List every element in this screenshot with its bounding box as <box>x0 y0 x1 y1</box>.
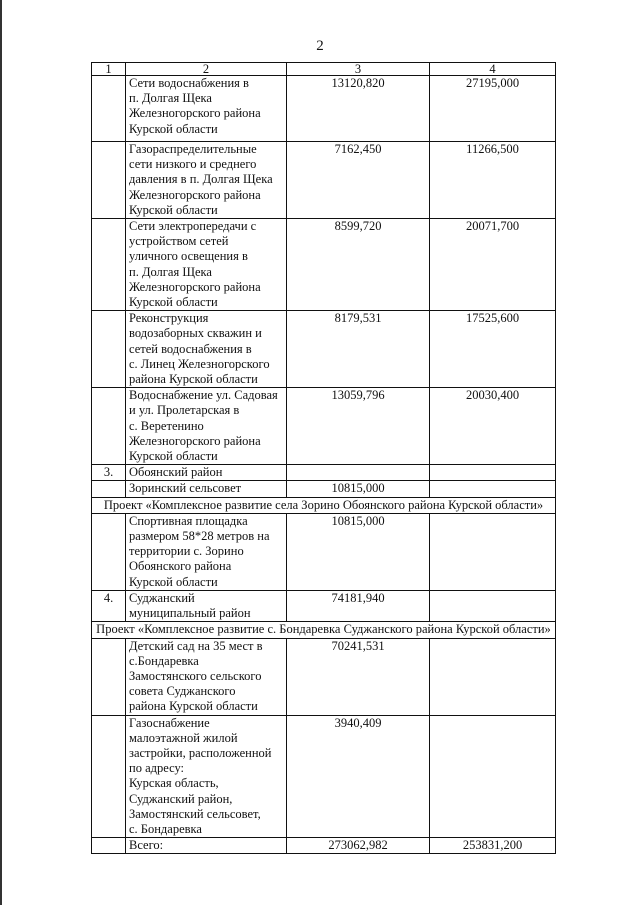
table-row <box>92 513 556 590</box>
row-number <box>92 219 126 311</box>
project-heading-row <box>92 622 556 638</box>
value-col3: 10815,000 <box>287 513 430 590</box>
value-col3: 10815,000 <box>287 481 430 497</box>
value-col4 <box>430 638 556 715</box>
row-number <box>92 838 126 854</box>
value-col3: 273062,982 <box>287 838 430 854</box>
value-col3: 3940,409 <box>287 715 430 838</box>
item-name: Сети электропередачи с устройством сетей уличного освещения в п. Долгая Щека Железногорского района Курской области <box>126 219 287 311</box>
table-row <box>92 638 556 715</box>
table-row <box>92 465 556 481</box>
row-number <box>92 76 126 142</box>
column-number: 4 <box>430 63 556 76</box>
item-name: Газораспределительные сети низкого и среднего давления в п. Долгая Щека Железногорского района Курской области <box>126 142 287 219</box>
value-col4 <box>430 715 556 838</box>
table-row <box>92 219 556 311</box>
item-name: Реконструкция водозаборных скважин и сетей водоснабжения в с. Линец Железногорского района Курской области <box>126 311 287 388</box>
table-row <box>92 76 556 142</box>
item-name: Водоснабжение ул. Садовая и ул. Пролетарская в с. Веретенино Железногорского района Курской области <box>126 388 287 465</box>
item-name: Зоринский сельсовет <box>126 481 287 497</box>
value-col3: 70241,531 <box>287 638 430 715</box>
item-name: Суджанский муниципальный район <box>126 590 287 621</box>
value-col4: 20030,400 <box>430 388 556 465</box>
value-col3 <box>287 465 430 481</box>
column-number: 3 <box>287 63 430 76</box>
value-col4: 20071,700 <box>430 219 556 311</box>
budget-table <box>91 62 556 854</box>
page-number: 2 <box>316 38 324 54</box>
table-row <box>92 590 556 621</box>
value-col3: 8599,720 <box>287 219 430 311</box>
value-col3: 74181,940 <box>287 590 430 621</box>
value-col4 <box>430 513 556 590</box>
item-name: Всего: <box>126 838 287 854</box>
row-number <box>92 513 126 590</box>
row-number <box>92 388 126 465</box>
item-name: Сети водоснабжения в п. Долгая Щека Железногорского района Курской области <box>126 76 287 142</box>
table-row <box>92 142 556 219</box>
value-col3: 13059,796 <box>287 388 430 465</box>
column-number: 2 <box>126 63 287 76</box>
row-number <box>92 311 126 388</box>
value-col3: 13120,820 <box>287 76 430 142</box>
column-number: 1 <box>92 63 126 76</box>
value-col3: 8179,531 <box>287 311 430 388</box>
row-number <box>92 638 126 715</box>
value-col3: 7162,450 <box>287 142 430 219</box>
item-name: Газоснабжение малоэтажной жилой застройки, расположенной по адресу: Курская область, Суджанский район, Замостянский сельсовет, с. Бондаревка <box>126 715 287 838</box>
table-row <box>92 481 556 497</box>
table-row <box>92 388 556 465</box>
project-heading: Проект «Комплексное развитие села Зорино Обоянского района Курской области» <box>92 497 556 513</box>
table-row <box>92 838 556 854</box>
table-row <box>92 715 556 838</box>
value-col4: 17525,600 <box>430 311 556 388</box>
row-number: 3. <box>92 465 126 481</box>
value-col4 <box>430 481 556 497</box>
row-number <box>92 481 126 497</box>
scan-edge <box>0 0 2 905</box>
value-col4 <box>430 465 556 481</box>
row-number <box>92 715 126 838</box>
row-number <box>92 142 126 219</box>
item-name: Спортивная площадка размером 58*28 метров на территории с. Зорино Обоянского района Курской области <box>126 513 287 590</box>
item-name: Обоянский район <box>126 465 287 481</box>
row-number: 4. <box>92 590 126 621</box>
value-col4 <box>430 590 556 621</box>
project-heading-row <box>92 497 556 513</box>
item-name: Детский сад на 35 мест в с.Бондаревка Замостянского сельского совета Суджанского района Курской области <box>126 638 287 715</box>
table-row <box>92 311 556 388</box>
column-number-row <box>92 63 556 76</box>
value-col4: 253831,200 <box>430 838 556 854</box>
project-heading: Проект «Комплексное развитие с. Бондаревка Суджанского района Курской области» <box>92 622 556 638</box>
value-col4: 27195,000 <box>430 76 556 142</box>
value-col4: 11266,500 <box>430 142 556 219</box>
